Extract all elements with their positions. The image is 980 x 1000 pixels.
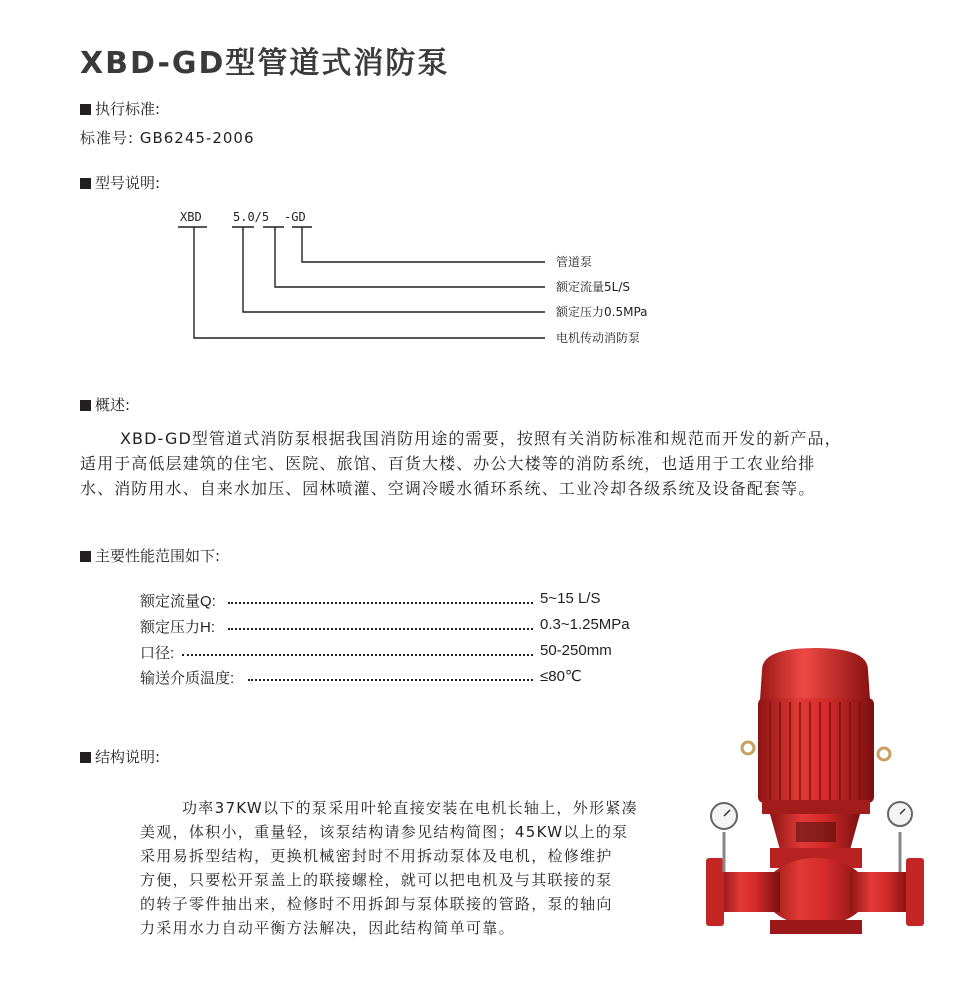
spec-row-caliber — [140, 642, 612, 663]
model-heading-label: 型号说明: — [95, 174, 161, 192]
spec-row-temperature — [140, 667, 582, 688]
spec-label: 输送介质温度: — [140, 670, 235, 687]
standard-heading-label: 执行标准: — [95, 100, 161, 118]
overview-heading-label: 概述: — [95, 396, 131, 414]
structure-line: 力采用水力自动平衡方法解决，因此结构简单可靠。 — [140, 919, 515, 937]
model-code-gd: -GD — [284, 210, 306, 224]
fire-pump-image — [700, 640, 930, 940]
bullet-square-icon — [80, 752, 91, 763]
spec-value: 5~15 L/S — [540, 590, 601, 607]
spec-row-flow — [140, 590, 601, 611]
model-legend-pipe-pump: 管道泵 — [556, 255, 593, 269]
model-legend-flow: 额定流量5L/S — [556, 280, 630, 294]
model-code-xbd: XBD — [180, 210, 202, 224]
page-title: XBD-GD型管道式消防泵 — [80, 46, 450, 81]
overview-line: XBD-GD型管道式消防泵根据我国消防用途的需要，按照有关消防标准和规范而开发的新产品， — [120, 429, 842, 448]
overview-line: 水、消防用水、自来水加压、园林喷灌、空调冷暖水循环系统、工业冷却各级系统及设备配套等。 — [80, 479, 816, 498]
model-code-flow-pressure: 5.0/5 — [233, 210, 270, 224]
bullet-square-icon — [80, 400, 91, 411]
standard-number: 标准号: GB6245-2006 — [80, 129, 255, 147]
overview-heading — [80, 394, 130, 415]
performance-heading — [80, 545, 220, 566]
model-diagram — [0, 0, 980, 360]
performance-heading-label: 主要性能范围如下: — [95, 547, 221, 565]
spec-label: 口径: — [140, 645, 175, 662]
spec-label: 额定流量Q: — [140, 593, 216, 610]
dot-leader — [248, 677, 533, 681]
bullet-square-icon — [80, 551, 91, 562]
structure-line: 采用易拆型结构，更换机械密封时不用拆动泵体及电机，检修维护 — [140, 847, 613, 865]
model-legend-motor: 电机传动消防泵 — [556, 331, 641, 345]
overview-line: 适用于高低层建筑的住宅、医院、旅馆、百货大楼、办公大楼等的消防系统，也适用于工农业给排 — [80, 454, 816, 473]
spec-value: 0.3~1.25MPa — [540, 616, 630, 633]
structure-line: 功率37KW以下的泵采用叶轮直接安装在电机长轴上，外形紧凑 — [182, 799, 638, 817]
spec-value: 50-250mm — [540, 642, 612, 659]
spec-value: ≤80℃ — [540, 668, 582, 685]
structure-heading — [80, 746, 160, 767]
dot-leader — [182, 652, 533, 656]
structure-line: 美观，体积小，重量轻，该泵结构请参见结构简图；45KW以上的泵 — [140, 823, 629, 841]
structure-line: 的转子零件抽出来，检修时不用拆卸与泵体联接的管路，泵的轴向 — [140, 895, 613, 913]
spec-label: 额定压力H: — [140, 619, 216, 636]
model-connector-lines — [178, 227, 545, 338]
spec-row-pressure — [140, 616, 630, 637]
overview-paragraph — [80, 426, 842, 501]
structure-heading-label: 结构说明: — [95, 748, 161, 766]
model-legend-pressure: 额定压力0.5MPa — [556, 305, 648, 319]
structure-line: 方便，只要松开泵盖上的联接螺栓，就可以把电机及与其联接的泵 — [140, 871, 613, 889]
structure-paragraph — [140, 796, 638, 940]
dot-leader — [228, 600, 533, 604]
dot-leader — [228, 626, 533, 630]
